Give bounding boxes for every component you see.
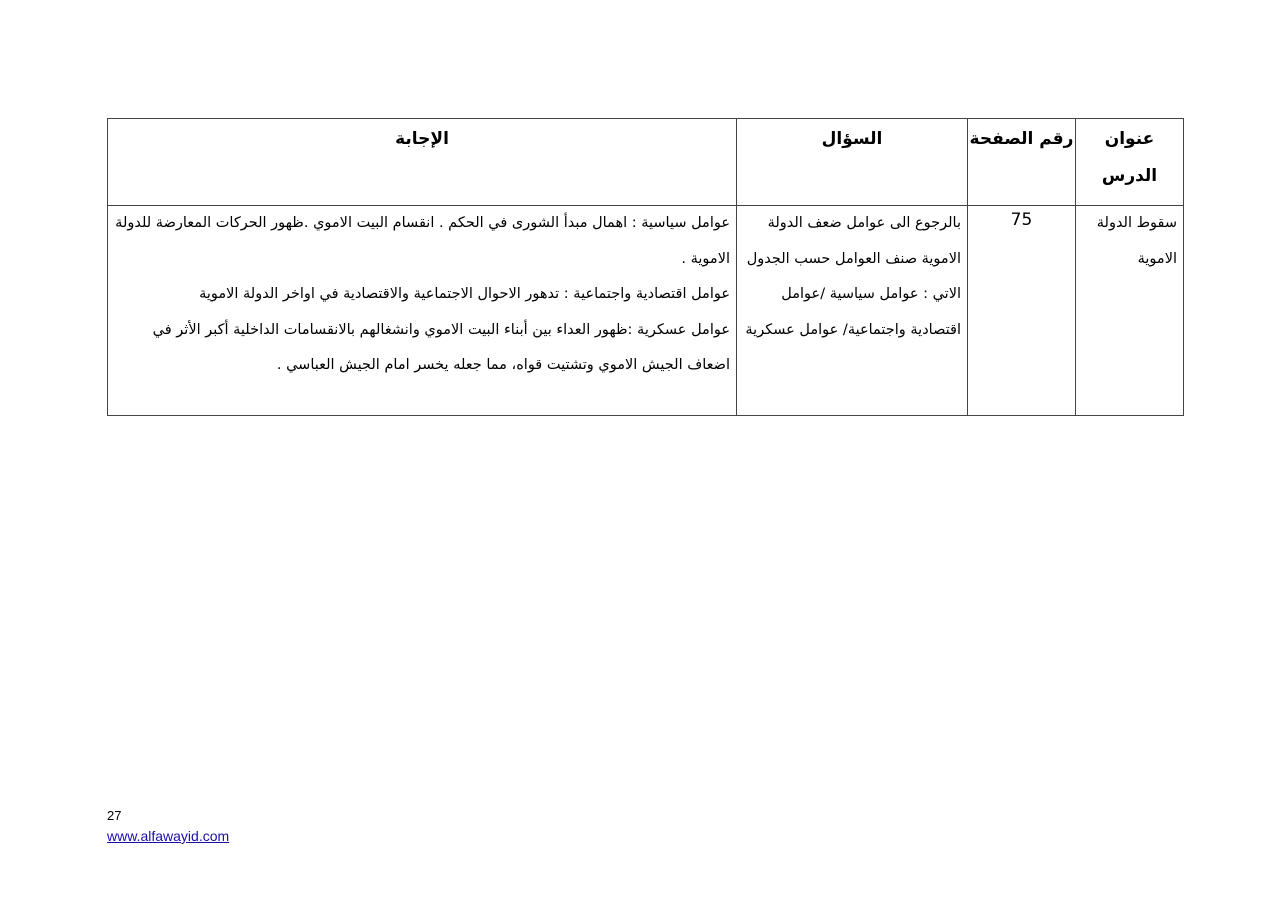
lesson-table [107, 118, 1184, 416]
answer-military: عوامل عسكرية :ظهور العداء بين أبناء البيت الاموي وانشغالهم بالانقسامات الداخلية أكبر الأثر في اضعاف الجيش الاموي وتشتيت قواه، مما جعله يخسر امام الجيش العباسي . [152, 321, 730, 373]
answer-political: عوامل سياسية : اهمال مبدأ الشورى في الحكم . انقسام البيت الاموي .ظهور الحركات المعارضة للدولة الاموية . [115, 215, 730, 267]
table-row [108, 206, 1184, 416]
header-answer: الإجابة [108, 119, 737, 206]
table-header-row [108, 119, 1184, 206]
cell-lesson-title: سقوط الدولة الاموية [1076, 206, 1184, 416]
cell-answer [108, 206, 737, 416]
header-page-number: رقم الصفحة [968, 119, 1076, 206]
footer-website-link[interactable]: www.alfawayid.com [107, 828, 230, 844]
header-lesson-title: عنوان الدرس [1076, 119, 1184, 206]
footer-page-number: 27 [107, 808, 122, 823]
header-question: السؤال [737, 119, 968, 206]
cell-page-number: 75 [968, 206, 1076, 416]
answer-economic-social: عوامل اقتصادية واجتماعية : تدهور الاحوال الاجتماعية والاقتصادية في اواخر الدولة الاموية [199, 286, 730, 302]
cell-question: بالرجوع الى عوامل ضعف الدولة الاموية صنف العوامل حسب الجدول الاتي : عوامل سياسية /عوامل اقتصادية واجتماعية/ عوامل عسكرية [737, 206, 968, 416]
